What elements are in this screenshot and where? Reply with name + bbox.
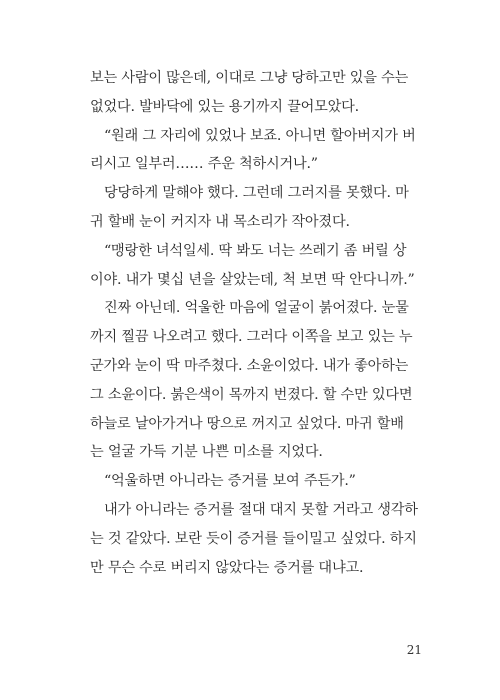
- text-line: 이야. 내가 몇십 년을 살았는데, 척 보면 딱 안다니까.”: [90, 271, 415, 288]
- text-line: 내가 아니라는 증거를 절대 대지 못할 거라고 생각하: [104, 501, 418, 518]
- text-line: 만 무슨 수로 버리지 않았다는 증거를 대냐고.: [90, 559, 364, 576]
- text-line: 는 얼굴 가득 기분 나쁜 미소를 지었다.: [90, 444, 323, 461]
- text-line: 귀 할배 눈이 커지자 내 목소리가 작아졌다.: [90, 213, 350, 230]
- text-line: 하늘로 날아가거나 땅으로 꺼지고 싶었다. 마귀 할배: [90, 415, 404, 432]
- text-line: “맹랑한 녀석일세. 딱 봐도 너는 쓰레기 좀 버릴 상: [104, 242, 407, 259]
- text-line: 는 것 같았다. 보란 듯이 증거를 들이밀고 싶었다. 하지: [90, 530, 417, 547]
- text-line: 리시고 일부러…… 주운 척하시거나.”: [90, 156, 318, 173]
- text-line: “원래 그 자리에 있었나 보죠. 아니면 할아버지가 버: [104, 127, 416, 144]
- body-text: [90, 64, 420, 582]
- page-number: 21: [406, 643, 422, 657]
- text-line: 그 소윤이다. 붉은색이 목까지 번졌다. 할 수만 있다면: [90, 386, 413, 403]
- text-line: 진짜 아닌데. 억울한 마음에 얼굴이 붉어졌다. 눈물: [104, 300, 409, 317]
- text-line: 없었다. 발바닥에 있는 용기까지 끌어모았다.: [90, 98, 359, 115]
- text-line: 까지 찔끔 나오려고 했다. 그러다 이쪽을 보고 있는 누: [90, 329, 413, 346]
- text-line: 보는 사람이 많은데, 이대로 그냥 당하고만 있을 수는: [90, 70, 409, 86]
- text-line: 당당하게 말해야 했다. 그런데 그러지를 못했다. 마: [104, 185, 409, 202]
- text-line: 군가와 눈이 딱 마주쳤다. 소윤이었다. 내가 좋아하는: [90, 357, 409, 374]
- text-line: “억울하면 아니라는 증거를 보여 주든가.”: [104, 473, 356, 490]
